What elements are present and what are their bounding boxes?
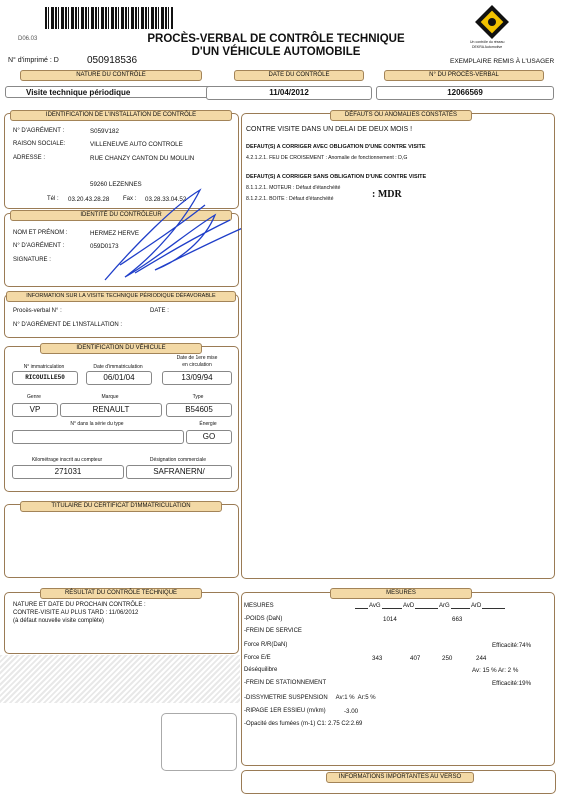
type-label: Type xyxy=(192,394,204,400)
col-arg: ArG xyxy=(439,603,450,609)
installation-agrement-value: S059V182 xyxy=(90,128,119,135)
print-number-label: N° d'imprimé : D xyxy=(8,57,59,64)
nature-field: Visite technique périodique xyxy=(5,86,221,98)
deseq-value: Av: 15 % Ar: 2 % xyxy=(472,667,519,674)
force-ee-avg: 343 xyxy=(372,655,383,662)
col-avg: AvG xyxy=(369,603,381,609)
resultat-line3: (à défaut nouvelle visite complète) xyxy=(13,618,105,624)
dekra-logo xyxy=(475,5,509,39)
energie-field: GO xyxy=(186,430,232,444)
ripage-value: -3.00 xyxy=(344,708,359,715)
defaut-item3: 8.1.2.2.1. BOITE : Défaut d'étanchéité xyxy=(246,196,334,202)
controleur-header: IDENTITÉ DU CONTRÔLEUR xyxy=(10,210,232,221)
designation-field: SAFRANERN/ xyxy=(126,465,232,479)
defaut-annotation: : MDR xyxy=(372,189,402,200)
date-immat-label: Date d'immatriculation xyxy=(93,364,143,370)
date-circ-field: 13/09/94 xyxy=(162,371,232,385)
mesures-box xyxy=(241,592,555,766)
energie-label: Énergie xyxy=(199,421,217,427)
efficacite1: Efficacité:74% xyxy=(492,642,532,649)
defaut-section1: DEFAUT(S) A CORRIGER AVEC OBLIGATION D'UNE CONTRE VISITE xyxy=(246,144,426,150)
installation-header: IDENTIFICATION DE L'INSTALLATION DE CONTRÔLE xyxy=(10,110,232,121)
date-header: DATE DU CONTRÔLE xyxy=(234,70,364,81)
city-value: 59260 LEZENNES xyxy=(90,181,142,188)
raison-label: RAISON SOCIALE: xyxy=(13,141,66,147)
date-immat-field: 06/01/04 xyxy=(86,371,152,385)
force-ee-ard: 244 xyxy=(476,655,487,662)
signature-label: SIGNATURE : xyxy=(13,257,51,263)
info-visite-header: INFORMATION SUR LA VISITE TECHNIQUE PÉRIODIQUE DÉFAVORABLE xyxy=(6,291,236,302)
installation-agrement-label: N° D'AGRÉMENT : xyxy=(13,128,65,134)
force-ee-arg: 250 xyxy=(442,655,453,662)
raison-value: VILLENEUVE AUTO CONTROLE xyxy=(90,141,183,148)
infos-header: INFORMATIONS IMPORTANTES AU VERSO xyxy=(326,772,474,783)
nature-header: NATURE DU CONTRÔLE xyxy=(20,70,202,81)
handwritten-signature xyxy=(95,185,260,285)
defaut-item2: 8.1.1.2.1. MOTEUR : Défaut d'étanchéité xyxy=(246,185,341,191)
col-avd: AvD xyxy=(403,603,415,609)
titulaire-box xyxy=(4,504,239,578)
adresse-label: ADRESSE : xyxy=(13,155,46,161)
dissym-line: -DISSYMETRIE SUSPENSION Av:1 % Ar:5 % xyxy=(244,695,376,701)
date-circ-label2: en circulation xyxy=(182,362,212,368)
info-date-label: DATE : xyxy=(150,308,169,314)
fax-value: 03.28.33.04.52 xyxy=(145,196,187,203)
poids-label: -POIDS (DaN) xyxy=(244,616,283,622)
barcode xyxy=(45,7,173,29)
force-rr-label: Force R/R(DaN) xyxy=(244,642,288,648)
controleur-agrement-label: N° D'AGRÉMENT : xyxy=(13,243,65,249)
frein-service-label: -FREIN DE SERVICE xyxy=(244,628,302,634)
genre-label: Genre xyxy=(27,394,41,400)
pv-field: 12066569 xyxy=(376,86,554,100)
immat-field: RICOUILLE50 xyxy=(12,371,78,385)
doc-code: D06.03 xyxy=(18,36,38,42)
frein-stat-label: -FREIN DE STATIONNEMENT xyxy=(244,680,327,686)
resultat-line1: NATURE ET DATE DU PROCHAIN CONTRÔLE : xyxy=(13,602,146,608)
resultat-header: RÉSULTAT DU CONTRÔLE TECHNIQUE xyxy=(40,588,202,599)
info-agrement-label: N° D'AGRÉMENT DE L'INSTALLATION : xyxy=(13,322,123,328)
genre-field: VP xyxy=(12,403,58,417)
scan-smudge xyxy=(0,655,240,703)
km-label: Kilométrage inscrit au compteur xyxy=(31,457,103,463)
defauts-box xyxy=(241,113,555,579)
logo-caption2: DEKRA Automotive xyxy=(472,45,503,49)
date-circ-label1: Date de 1ere mise xyxy=(176,355,218,361)
immat-label: N° immatriculation xyxy=(23,364,65,370)
controleur-agrement-value: 059D0173 xyxy=(90,243,119,250)
controleur-nom-value: HERMEZ HERVE xyxy=(90,230,140,237)
opacite-line: -Opacité des fumées (m-1) C1: 2.75 C2:2.69 xyxy=(244,721,363,727)
date-field: 11/04/2012 xyxy=(206,86,372,100)
resultat-line2: CONTRE-VISITE AU PLUS TARD : 11/06/2012 xyxy=(13,610,139,616)
info-pv-label: Procès-verbal N° : xyxy=(13,308,62,314)
stamp-box xyxy=(161,713,237,771)
page-title-line2: D'UN VÉHICULE AUTOMOBILE xyxy=(191,46,361,58)
poids-ar: 663 xyxy=(452,616,463,623)
tel-label: Tél : xyxy=(47,196,59,202)
efficacite2: Efficacité:19% xyxy=(492,680,532,687)
page-title-line1: PROCÈS-VERBAL DE CONTRÔLE TECHNIQUE xyxy=(147,33,405,45)
poids-av: 1014 xyxy=(383,616,397,623)
ripage-label: -RIPAGE 1ER ESSIEU (m/km) xyxy=(244,708,326,714)
tel-value: 03.20.43.28.28 xyxy=(68,196,110,203)
vehicule-header: IDENTIFICATION DU VÉHICULE xyxy=(40,343,202,354)
marque-field: RENAULT xyxy=(60,403,162,417)
type-field: B54605 xyxy=(166,403,232,417)
serie-label: N° dans la série du type xyxy=(70,421,124,427)
pv-header: N° DU PROCÈS-VERBAL xyxy=(384,70,544,81)
defaut-line1: CONTRE VISITE DANS UN DELAI DE DEUX MOIS ! xyxy=(246,126,413,133)
serie-field xyxy=(12,430,184,444)
print-number: 050918536 xyxy=(87,55,138,66)
km-field: 271031 xyxy=(12,465,124,479)
deseq-label: Déséquilibre xyxy=(244,667,278,673)
marque-label: Marque xyxy=(101,394,119,400)
adresse-value: RUE CHANZY CANTON DU MOULIN xyxy=(90,155,195,162)
designation-label: Désignation commerciale xyxy=(149,457,207,463)
defaut-item1: 4.2.1.2.1. FEU DE CROISEMENT : Anomalie de fonctionnement : D,G xyxy=(246,155,408,161)
defaut-section2: DEFAUT(S) A CORRIGER SANS OBLIGATION D'UNE CONTRE VISITE xyxy=(246,174,427,180)
mesures-col-title: MESURES xyxy=(244,603,274,609)
mesures-header: MESURES xyxy=(330,588,472,599)
force-ee-avd: 407 xyxy=(410,655,421,662)
fax-label: Fax : xyxy=(123,196,137,202)
force-ee-label: Force E/E xyxy=(244,655,271,661)
copy-label: EXEMPLAIRE REMIS À L'USAGER xyxy=(450,58,555,65)
controleur-nom-label: NOM ET PRÉNOM : xyxy=(13,230,68,236)
titulaire-header: TITULAIRE DU CERTIFICAT D'IMMATRICULATION xyxy=(20,501,222,512)
col-ard: ArD xyxy=(471,603,482,609)
logo-caption1: Un contrôle du réseau xyxy=(470,40,505,44)
defauts-header: DÉFAUTS OU ANOMALIES CONSTATÉS xyxy=(330,110,472,121)
